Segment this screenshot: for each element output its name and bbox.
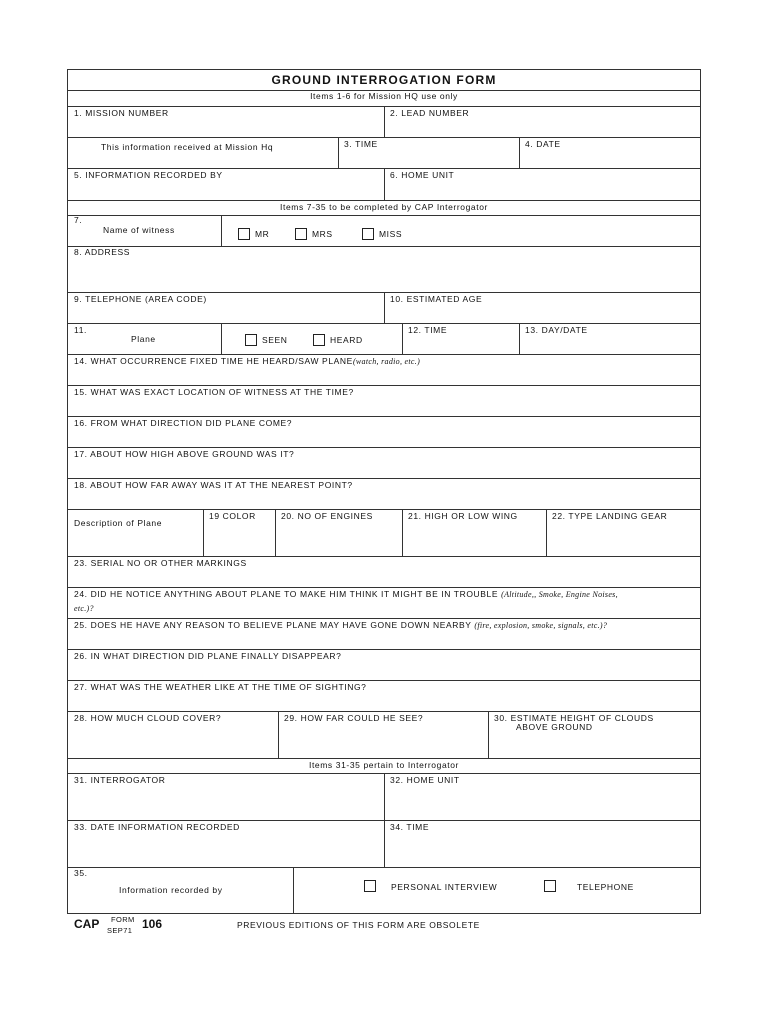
interrogator-home-unit-label: 32. HOME UNIT xyxy=(390,775,460,785)
address-label: 8. ADDRESS xyxy=(74,247,131,257)
cloud-height-label-cont: ABOVE GROUND xyxy=(516,722,593,732)
trouble-question-text: 24. DID HE NOTICE ANYTHING ABOUT PLANE TO MAKE HIM THINK IT MIGHT BE IN TROUBLE xyxy=(74,589,499,599)
altitude-question: 17. ABOUT HOW HIGH ABOVE GROUND WAS IT? xyxy=(74,449,295,459)
mission-number-label: 1. MISSION NUMBER xyxy=(74,108,169,118)
received-at-hq-label: This information received at Mission Hq xyxy=(101,142,274,152)
occurrence-question-note: (watch, radio, etc.) xyxy=(352,357,421,366)
seen-checkbox[interactable] xyxy=(245,334,257,346)
trouble-question-note-cont: etc.)? xyxy=(74,604,94,613)
heard-checkbox[interactable] xyxy=(313,334,325,346)
telephone-checkbox[interactable] xyxy=(544,880,556,892)
form-number: 106 xyxy=(142,917,163,931)
telephone-label: 9. TELEPHONE (AREA CODE) xyxy=(74,294,207,304)
form-edition: SEP71 xyxy=(107,926,133,935)
plane-label: Plane xyxy=(131,334,156,344)
lead-number-label: 2. LEAD NUMBER xyxy=(390,108,470,118)
miss-checkbox[interactable] xyxy=(362,228,374,240)
landing-gear-label: 22. TYPE LANDING GEAR xyxy=(552,511,668,521)
disappear-question: 26. IN WHAT DIRECTION DID PLANE FINALLY DISAPPEAR? xyxy=(74,651,342,661)
telephone-method-label: TELEPHONE xyxy=(577,882,634,892)
recorded-by-label: 5. INFORMATION RECORDED BY xyxy=(74,170,223,180)
seen-label: SEEN xyxy=(262,335,288,345)
cloud-height-label: 30. ESTIMATE HEIGHT OF CLOUDS xyxy=(494,713,654,723)
cap-label: CAP xyxy=(74,917,100,931)
direction-question: 16. FROM WHAT DIRECTION DID PLANE COME? xyxy=(74,418,293,428)
ground-interrogation-form xyxy=(67,69,701,914)
date-label: 4. DATE xyxy=(525,139,561,149)
interrogator-note: Items 31-35 pertain to Interrogator xyxy=(309,760,459,770)
cap-interrogator-note: Items 7-35 to be completed by CAP Interrogator xyxy=(280,202,488,212)
item-7-number: 7. xyxy=(74,215,83,225)
wing-label: 21. HIGH OR LOW WING xyxy=(408,511,518,521)
personal-interview-checkbox[interactable] xyxy=(364,880,376,892)
obsolete-notice: PREVIOUS EDITIONS OF THIS FORM ARE OBSOLETE xyxy=(237,920,480,930)
personal-interview-label: PERSONAL INTERVIEW xyxy=(391,882,498,892)
estimated-age-label: 10. ESTIMATED AGE xyxy=(390,294,483,304)
occurrence-question xyxy=(74,356,420,367)
engines-label: 20. NO OF ENGINES xyxy=(281,511,373,521)
visibility-label: 29. HOW FAR COULD HE SEE? xyxy=(284,713,424,723)
form-word: FORM xyxy=(111,915,135,924)
time-label: 3. TIME xyxy=(344,139,378,149)
information-recorded-by-label: Information recorded by xyxy=(119,885,223,895)
witness-location-question: 15. WHAT WAS EXACT LOCATION OF WITNESS AT THE TIME? xyxy=(74,387,354,397)
item-11-number: 11. xyxy=(74,325,87,335)
item-35-number: 35. xyxy=(74,868,88,878)
recorded-time-label: 34. TIME xyxy=(390,822,430,832)
home-unit-label: 6. HOME UNIT xyxy=(390,170,455,180)
cloud-cover-label: 28. HOW MUCH CLOUD COVER? xyxy=(74,713,222,723)
date-recorded-label: 33. DATE INFORMATION RECORDED xyxy=(74,822,240,832)
mrs-checkbox[interactable] xyxy=(295,228,307,240)
miss-label: MISS xyxy=(379,229,403,239)
gone-down-question-note: (fire, explosion, smoke, signals, etc.)? xyxy=(474,621,608,630)
hq-use-note: Items 1-6 for Mission HQ use only xyxy=(310,91,458,101)
form-title: GROUND INTERROGATION FORM xyxy=(271,73,497,87)
mr-label: MR xyxy=(255,229,270,239)
trouble-question-note: (Altitude,, Smoke, Engine Noises, xyxy=(501,590,618,599)
markings-label: 23. SERIAL NO OR OTHER MARKINGS xyxy=(74,558,247,568)
sighting-time-label: 12. TIME xyxy=(408,325,448,335)
description-of-plane-label: Description of Plane xyxy=(74,518,163,528)
interrogator-label: 31. INTERROGATOR xyxy=(74,775,166,785)
trouble-question xyxy=(74,589,618,600)
gone-down-question xyxy=(74,620,607,631)
name-of-witness-label: Name of witness xyxy=(103,225,175,235)
day-date-label: 13. DAY/DATE xyxy=(525,325,588,335)
mrs-label: MRS xyxy=(312,229,333,239)
gone-down-question-text: 25. DOES HE HAVE ANY REASON TO BELIEVE PLANE MAY HAVE GONE DOWN NEARBY xyxy=(74,620,472,630)
color-label: 19 COLOR xyxy=(209,511,256,521)
distance-question: 18. ABOUT HOW FAR AWAY WAS IT AT THE NEAREST POINT? xyxy=(74,480,353,490)
weather-question: 27. WHAT WAS THE WEATHER LIKE AT THE TIME OF SIGHTING? xyxy=(74,682,367,692)
heard-label: HEARD xyxy=(330,335,363,345)
mr-checkbox[interactable] xyxy=(238,228,250,240)
occurrence-question-text: 14. WHAT OCCURRENCE FIXED TIME HE HEARD/SAW PLANE xyxy=(74,356,353,366)
